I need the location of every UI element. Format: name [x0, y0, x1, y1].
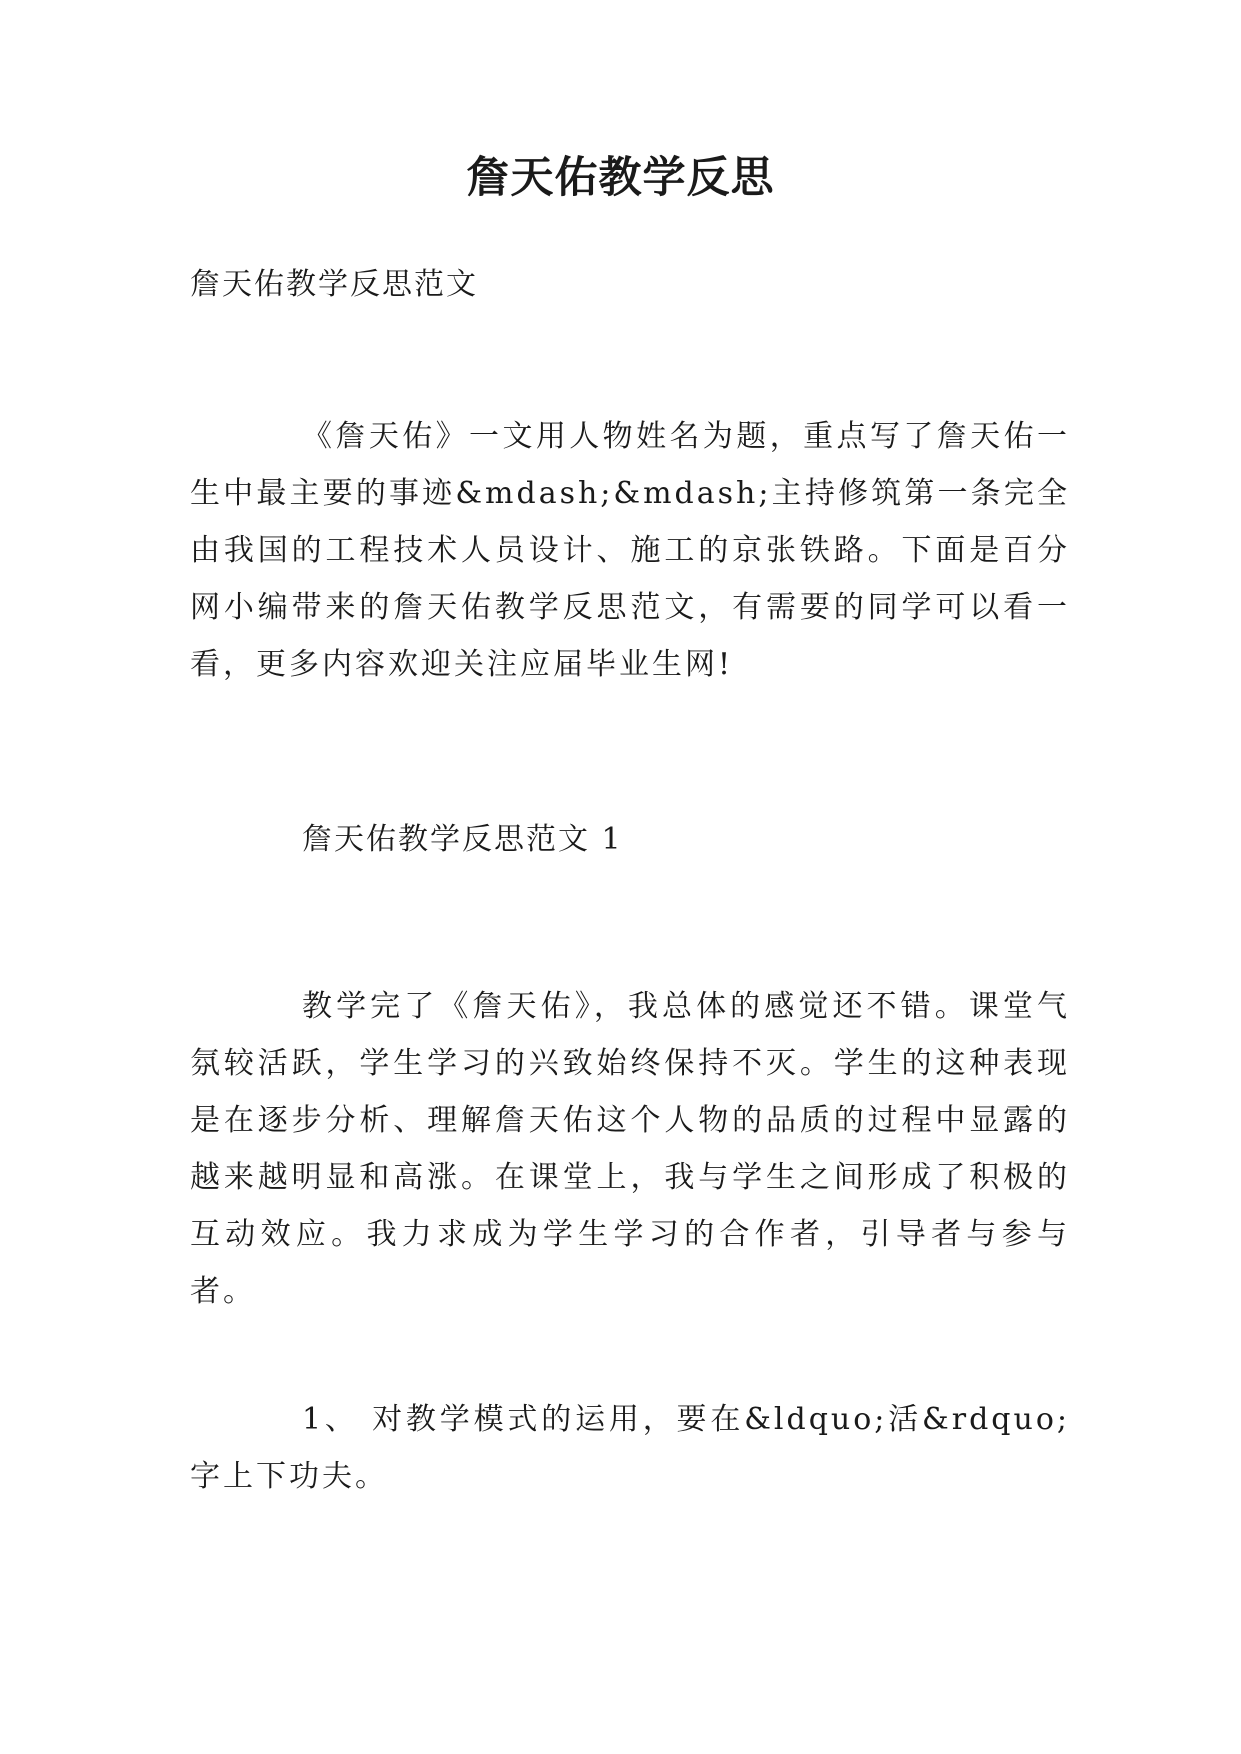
intro-paragraph: 《詹天佑》一文用人物姓名为题，重点写了詹天佑一生中最主要的事迹&mdash;&mdash;主持修筑第一条完全由我国的工程技术人员设计、施工的京张铁路。下面是百分网小编带来的詹天佑教学反思范文，有需要的同学可以看一看，更多内容欢迎关注应届毕业生网!: [190, 419, 1070, 682]
section-heading: 詹天佑教学反思范文 1: [302, 822, 623, 857]
point-paragraph: 1、 对教学模式的运用，要在&ldquo;活&rdquo; 字上下功夫。: [190, 1402, 1070, 1494]
document-title: 詹天佑教学反思: [466, 153, 775, 203]
document-subtitle: 詹天佑教学反思范文: [190, 267, 478, 302]
section-paragraph: 教学完了《詹天佑》，我总体的感觉还不错。课堂气氛较活跃，学生学习的兴致始终保持不灭。学生的这种表现是在逐步分析、理解詹天佑这个人物的品质的过程中显露的越来越明显和高涨。在课堂上，我与学生之间形成了积极的互动效应。我力求成为学生学习的合作者，引导者与参与者。: [190, 989, 1070, 1309]
